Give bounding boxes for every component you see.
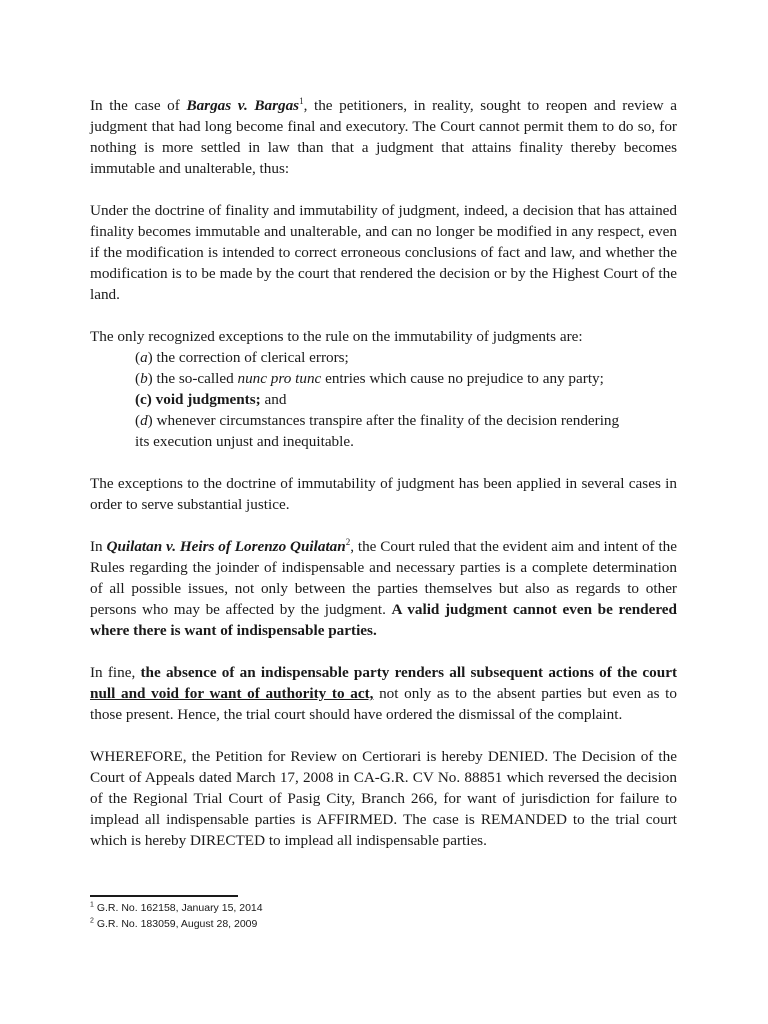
paragraph-in-fine: In fine, the absence of an indispensable party renders all subsequent actions of the court null and void for want of authority to act, not only as to the absent parties but even as to those present. Hence, the trial court should have ordered the dismissal of the complaint. (90, 664, 678, 723)
footnote-1: $^1$ G.R. No. 162158, January 15, 2014 (90, 901, 263, 914)
exception-c: (c) void judgments; and (135, 391, 287, 408)
paragraph-exceptions-applied: The exceptions to the doctrine of immutability of judgment has been applied in several cases in order to serve substantial justice. (90, 475, 677, 513)
case-name-quilatan: Quilatan v. Heirs of Lorenzo Quilatan (106, 538, 346, 555)
footnote-2: $^2$ G.R. No. 183059, August 28, 2009 (90, 917, 258, 930)
footnote-ref-2: 2 (345, 536, 351, 547)
paragraph-doctrine-quote: Under the doctrine of finality and immutability of judgment, indeed, a decision that has attained finality becomes immutable and unalterable, and can no longer be modified in any respect, even if the modification is intended to correct erroneous conclusions of fact and law, and whether the modification is to be made by the court that rendered the decision or by the Highest Court of the land. (90, 202, 677, 303)
paragraph-quilatan: In Quilatan v. Heirs of Lorenzo Quilatan$^2$, the Court ruled that the evident aim and intent of the Rules regarding the joinder of indispensable and necessary parties is a complete determination of all possible issues, not only between the parties themselves but also as regards to other persons who may be affected by the judgment. A valid judgment cannot even be rendered where there is want of indispensable parties. (90, 536, 678, 639)
exceptions-intro: The only recognized exceptions to the rule on the immutability of judgments are: (90, 328, 583, 345)
footnote-ref-1: 1 (299, 95, 304, 106)
document-body (90, 95, 677, 851)
exception-d: (d) whenever circumstances transpire after the finality of the decision rendering (135, 412, 620, 429)
exception-b: (b) the so-called nunc pro tunc entries which cause no prejudice to any party; (135, 370, 604, 387)
footnote-separator (90, 895, 238, 897)
latin-term: nunc pro tunc (237, 370, 322, 387)
exceptions-block (90, 326, 677, 452)
paragraph-wherefore: WHEREFORE, the Petition for Review on Certiorari is hereby DENIED. The Decision of the Court of Appeals dated March 17, 2008 in CA-G.R. CV No. 88851 which reversed the decision of the Regional Trial Court of Pasig City, Branch 266, for want of jurisdiction for failure to implead all indispensable parties is AFFIRMED. The case is REMANDED to the trial court which is hereby DIRECTED to implead all indispensable parties. (90, 748, 677, 849)
exception-d-continued: its execution unjust and inequitable. (135, 433, 354, 450)
case-name-bargas: Bargas v. Bargas (186, 97, 300, 114)
exception-a: (a) the correction of clerical errors; (135, 349, 349, 366)
paragraph-bargas: In the case of Bargas v. Bargas$^1$, the petitioners, in reality, sought to reopen and review a judgment that had long become final and executory. The Court cannot permit them to do so, for nothing is more settled in law than that a judgment that attains finality thereby becomes immutable and unalterable, thus: (90, 95, 677, 177)
footnotes (90, 900, 490, 932)
